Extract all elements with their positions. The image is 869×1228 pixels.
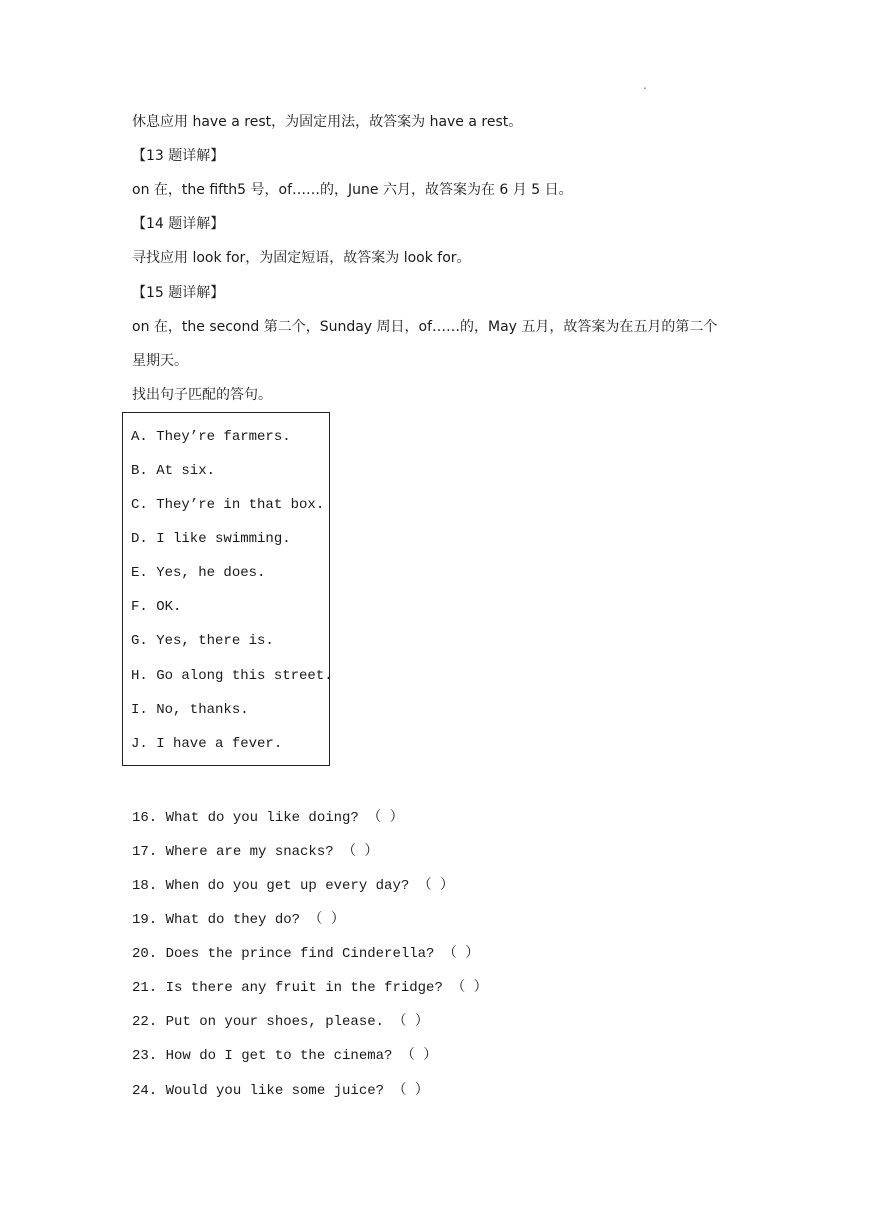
question-16: 16. What do you like doing? （ ） [132, 810, 404, 826]
explanation-line-15b: 星期天。 [132, 353, 188, 369]
option-d: D. I like swimming. [131, 531, 291, 547]
question-20: 20. Does the prince find Cinderella? （ ） [132, 946, 480, 962]
option-h: H. Go along this street. [131, 668, 333, 684]
question-22: 22. Put on your shoes, please. （ ） [132, 1014, 429, 1030]
explanation-line-15a: on 在，the second 第二个，Sunday 周日，of……的，May 五月，故答案为在五月的第二个 [132, 319, 718, 335]
option-i: I. No, thanks. [131, 702, 249, 718]
answer-options-box [122, 412, 333, 766]
question-23: 23. How do I get to the cinema? （ ） [132, 1048, 438, 1064]
explanation-line-13: on 在，the fifth5 号，of……的，June 六月，故答案为在 6 月 5 日。 [132, 182, 573, 198]
instruction-text: 找出句子匹配的答句。 [132, 387, 272, 403]
question-24: 24. Would you like some juice? （ ） [132, 1083, 429, 1099]
header-dot: . [642, 82, 649, 93]
option-c: C. They’re in that box. [131, 497, 325, 513]
question-21: 21. Is there any fruit in the fridge? （ ） [132, 980, 488, 996]
section-heading-14: 【14 题详解】 [132, 216, 225, 232]
option-b: B. At six. [131, 463, 216, 479]
option-e: E. Yes, he does. [131, 565, 266, 581]
question-19: 19. What do they do? （ ） [132, 912, 345, 928]
option-g: G. Yes, there is. [131, 633, 274, 649]
section-heading-15: 【15 题详解】 [132, 285, 225, 301]
question-18: 18. When do you get up every day? （ ） [132, 878, 455, 894]
option-j: J. I have a fever. [131, 736, 283, 752]
option-a: A. They’re farmers. [131, 429, 291, 445]
option-f: F. OK. [131, 599, 182, 615]
explanation-line-14: 寻找应用 look for，为固定短语，故答案为 look for。 [132, 250, 471, 266]
explanation-line-12: 休息应用 have a rest，为固定用法，故答案为 have a rest。 [132, 114, 523, 130]
question-17: 17. Where are my snacks? （ ） [132, 844, 379, 860]
section-heading-13: 【13 题详解】 [132, 148, 225, 164]
